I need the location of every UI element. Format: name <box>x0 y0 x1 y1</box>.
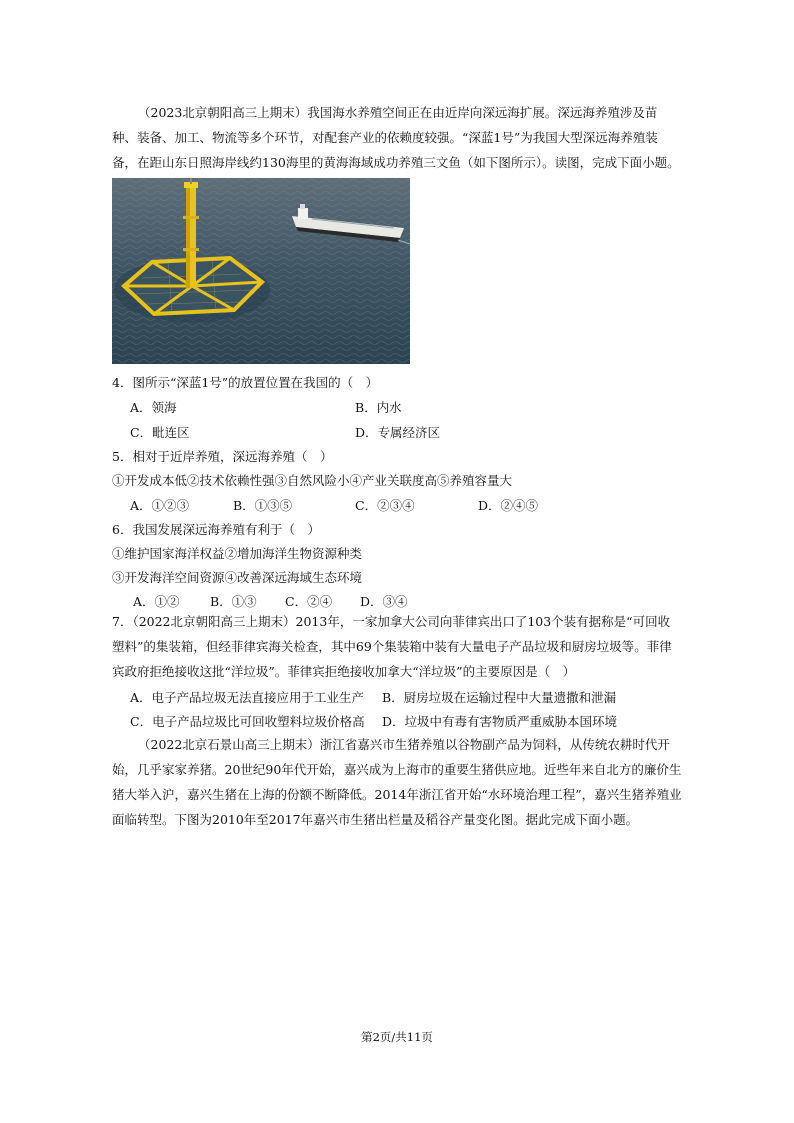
q4-option-c[interactable]: C．毗连区 <box>130 425 190 440</box>
q7-option-d[interactable]: D．垃圾中有毒有害物质严重威胁本国环境 <box>382 714 618 729</box>
q7-option-b[interactable]: B．厨房垃圾在运输过程中大量遗撒和泄漏 <box>382 690 617 705</box>
q5-option-d[interactable]: D．②④⑤ <box>478 498 539 513</box>
q6-stem: 6．我国发展深远海养殖有利于（ ） <box>112 522 320 537</box>
q4-option-b[interactable]: B．内水 <box>355 400 402 415</box>
q4-option-a[interactable]: A．领海 <box>130 400 177 415</box>
q6-items-line2: ③开发海洋空间资源④改善深远海域生态环境 <box>112 570 363 585</box>
q7-option-c[interactable]: C．电子产品垃圾比可回收塑料垃圾价格高 <box>130 714 365 729</box>
q7-stem: 7．（2022北京朝阳高三上期末）2013年，一家加拿大公司向菲律宾出口了103个装有据称是“可回收塑料”的集装箱，但经菲律宾海关检查，其中69个集装箱中装有大量电子产品垃圾和厨房垃圾等。菲律宾政府拒绝接收这批“洋垃圾”。菲律宾拒绝接收加拿大“洋垃圾”的主要原因是（ ） <box>112 614 672 679</box>
q5-option-c[interactable]: C．②③④ <box>355 498 415 513</box>
q4-stem: 4．图所示“深蓝1号”的放置位置在我国的（ ） <box>112 375 379 390</box>
question-group-intro-pig-farming: （2022北京石景山高三上期末）浙江省嘉兴市生猪养殖以谷物副产品为饲料，从传统农耕时代开始，几乎家家养猪。20世纪90年代开始，嘉兴成为上海市的重要生猪供应地。近些年来自北方的廉价生猪大举入沪，嘉兴生猪在上海的份额不断降低。2014年浙江省开始“水环境治理工程”，嘉兴生猪养殖业面临转型。下图为2010年至2017年嘉兴市生猪出栏量及稻谷产量变化图。据此完成下面小题。 <box>112 737 682 827</box>
deep-blue-1-photo <box>112 178 410 364</box>
q5-option-b[interactable]: B．①③⑤ <box>233 498 293 513</box>
q4-option-d[interactable]: D．专属经济区 <box>355 425 441 440</box>
q6-option-b[interactable]: B．①③ <box>210 594 257 609</box>
question-group-intro-deep-sea: （2023北京朝阳高三上期末）我国海水养殖空间正在由近岸向深远海扩展。深远海养殖涉及苗种、装备、加工、物流等多个环节，对配套产业的依赖度较强。“深蓝1号”为我国大型深远海养殖装备，在距山东日照海岸线约130海里的黄海海域成功养殖三文鱼（如下图所示）。读图，完成下面小题。 <box>112 105 680 170</box>
q6-items-line1: ①维护国家海洋权益②增加海洋生物资源种类 <box>112 546 363 561</box>
q5-items: ①开发成本低②技术依赖性强③自然风险小④产业关联度高⑤养殖容量大 <box>112 473 513 488</box>
q5-stem: 5．相对于近岸养殖，深远海养殖（ ） <box>112 449 333 464</box>
q7-option-a[interactable]: A．电子产品垃圾无法直接应用于工业生产 <box>130 690 365 705</box>
q6-option-c[interactable]: C．②④ <box>285 594 333 609</box>
page-footer: 第2页/共11页 <box>361 1030 433 1044</box>
q5-option-a[interactable]: A．①②③ <box>130 498 190 513</box>
q6-option-a[interactable]: A．①② <box>133 594 180 609</box>
q6-option-d[interactable]: D．③④ <box>360 594 408 609</box>
